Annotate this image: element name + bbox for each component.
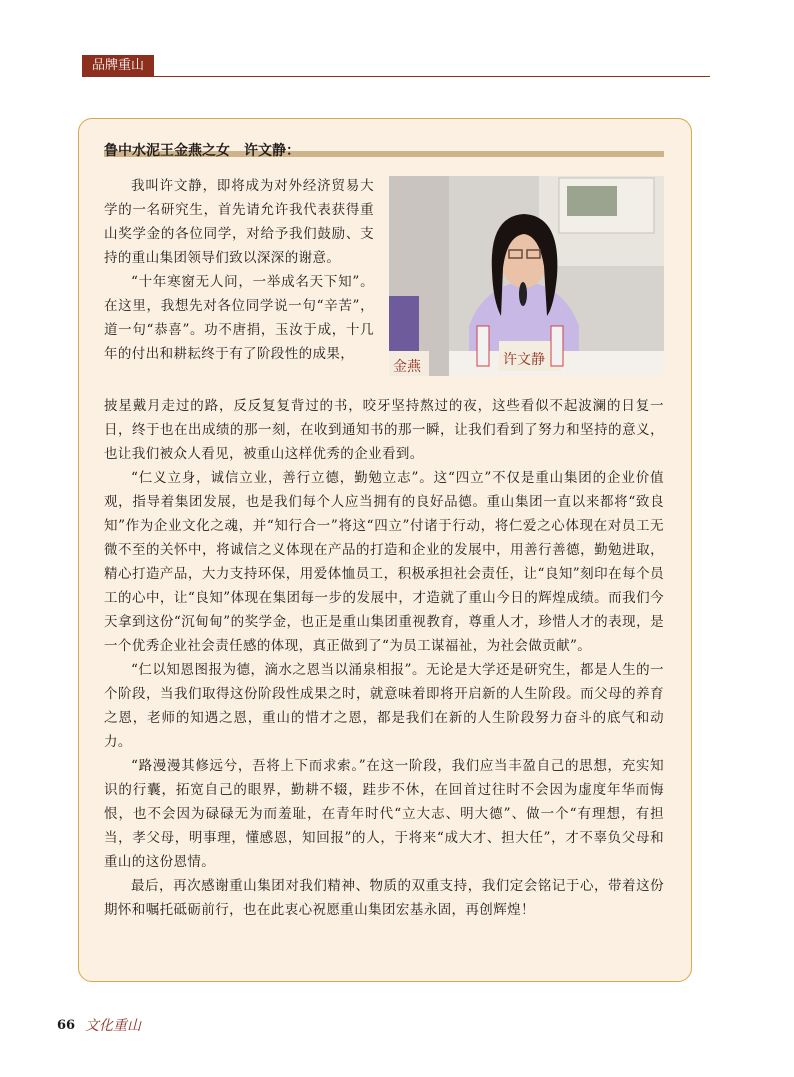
paragraph: “仁义立身，诚信立业，善行立德，勤勉立志”。这“四立”不仅是重山集团的企业价值观，指导着集团发展，也是我们每个人应当拥有的良好品德。重山集团一直以来都将“致良知”作为企业文化之魂，并“知行合一”将这“四立”付诸于行动，将仁爱之心体现在对员工无微不至的关怀中，将诚信之义体现在产品的打造和企业的发展中，用善行善德，勤勉进取，精心打造产品，大力支持环保，用爱体恤员工，积极承担社会责任，让“良知”刻印在每个员工的心中，让“良知”体现在集团每一步的发展中，才造就了重山今日的辉煌成绩。而我们今天拿到这份“沉甸甸”的奖学金，也正是重山集团重视教育，尊重人才，珍惜人才的表现，是一个优秀企业社会责任感的体现，真正做到了“为员工谋福祉，为社会做贡献”。 — [104, 470, 664, 654]
paragraph: 最后，再次感谢重山集团对我们精神、物质的双重支持，我们定会铭记于心，带着这份期怀和嘱托砥砺前行，也在此衷心祝愿重山集团宏基永固，再创辉煌！ — [104, 878, 664, 918]
section-tag: 品牌重山 — [82, 55, 154, 77]
nameplate-right: 许文静 — [503, 352, 545, 368]
article-heading — [104, 142, 664, 162]
page-number: 66 — [57, 1018, 76, 1033]
intro-column — [104, 174, 374, 366]
footer-brand: 文化重山 — [85, 1018, 141, 1034]
nameplate-left: 金燕 — [393, 359, 421, 375]
paragraph: 我叫许文静，即将成为对外经济贸易大学的一名研究生，首先请允许我代表获得重山奖学金的各位同学，对给予我们鼓励、支持的重山集团领导们致以深深的谢意。 — [104, 178, 374, 266]
paragraph: 披星戴月走过的路，反反复复背过的书，咬牙坚持熬过的夜，这些看似不起波澜的日复一日，终于也在出成绩的那一刻，在收到通知书的那一瞬，让我们看到了努力和坚持的意义，也让我们被众人看见，被重山这样优秀的企业看到。 — [104, 398, 664, 462]
article-heading-text: 鲁中水泥王金燕之女 许文静： — [104, 143, 300, 159]
body-text — [104, 394, 664, 922]
paragraph: “仁以知恩图报为德，滴水之恩当以涌泉相报”。无论是大学还是研究生，都是人生的一个阶段，当我们取得这份阶段性成果之时，就意味着即将开启新的人生阶段。而父母的养育之恩，老师的知遇之恩，重山的惜才之恩，都是我们在新的人生阶段努力奋斗的底气和动力。 — [104, 662, 664, 750]
paragraph: “十年寒窗无人问，一举成名天下知”。在这里，我想先对各位同学说一句“辛苦”，道一句“恭喜”。功不唐捐，玉汝于成，十几年的付出和耕耘终于有了阶段性的成果， — [104, 274, 374, 362]
speaker-photo — [389, 176, 664, 376]
speaker-photo-illustration — [389, 176, 664, 376]
header-rule — [82, 76, 710, 77]
paragraph: “路漫漫其修远兮，吾将上下而求索。”在这一阶段，我们应当丰盈自己的思想，充实知识的行囊，拓宽自己的眼界，勤耕不辍，跬步不休，在回首过往时不会因为虚度年华而悔恨，也不会因为碌碌无为而羞耻，在青年时代“立大志、明大德”、做一个“有理想，有担当，孝父母，明事理，懂感恩，知回报”的人，于将来“成大才、担大任”，才不辜负父母和重山的这份恩情。 — [104, 758, 664, 870]
